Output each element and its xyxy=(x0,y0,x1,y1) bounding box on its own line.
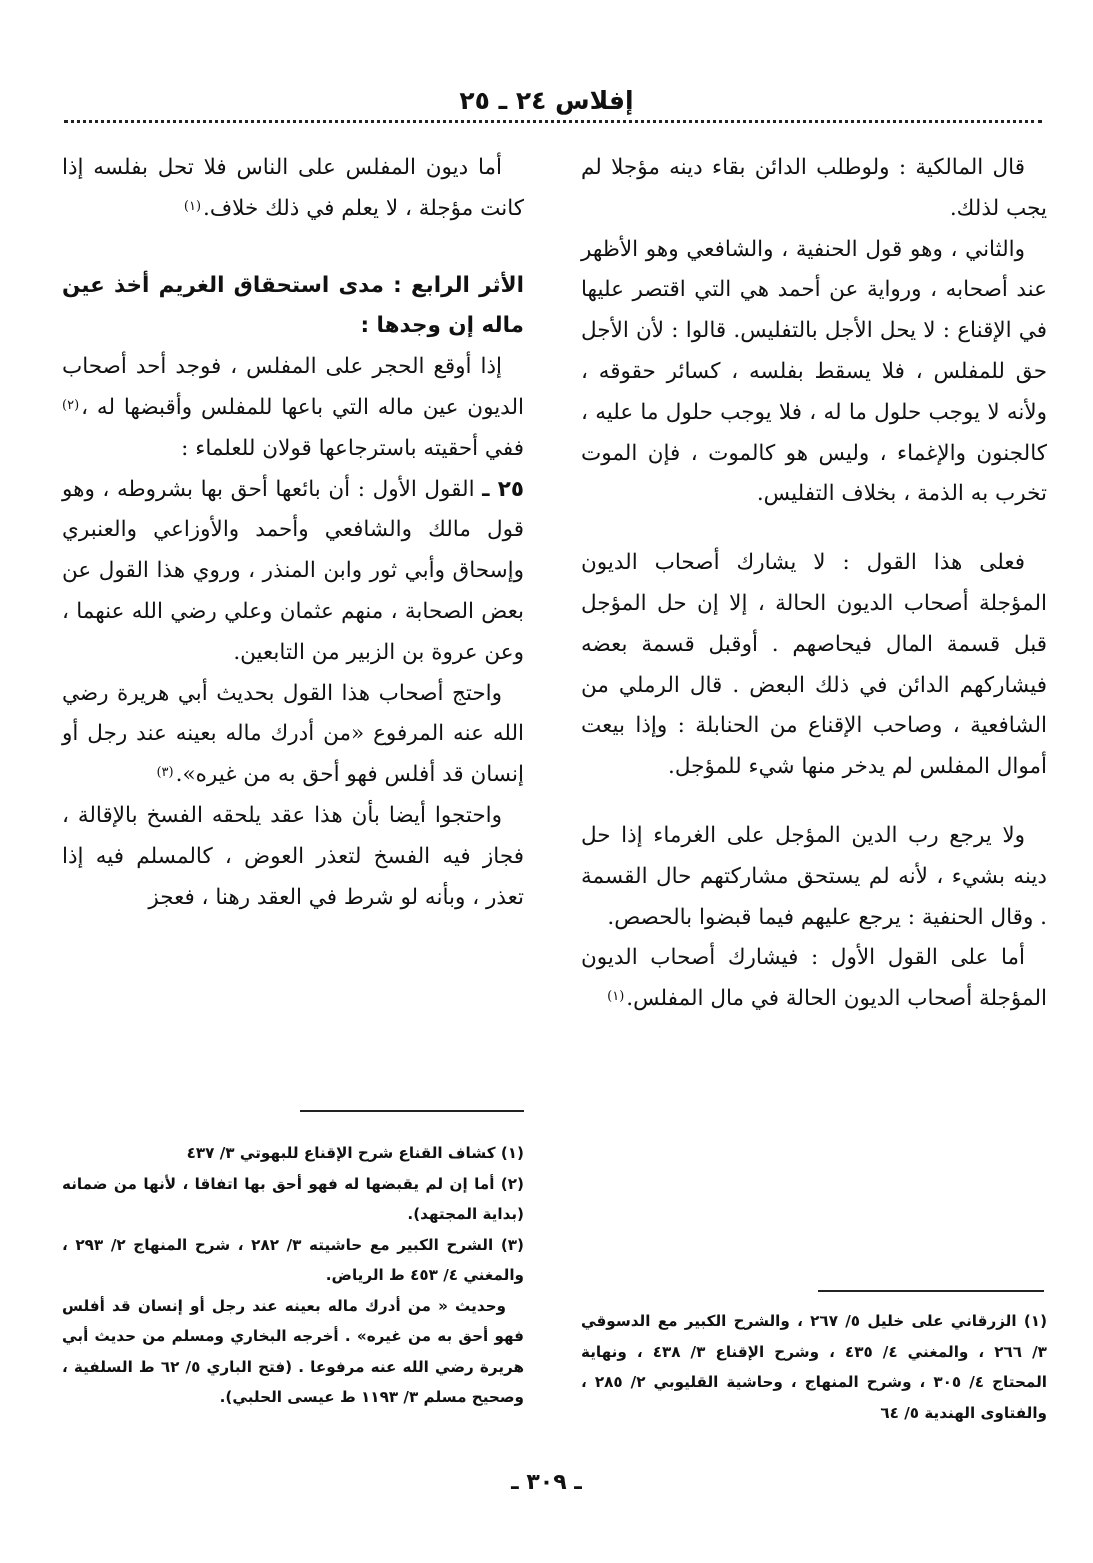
right-paragraph-5-text: أما على القول الأول : فيشارك أصحاب الديون المؤجلة أصحاب الديون الحالة في مال المفلس. xyxy=(581,945,1047,1012)
footnote-ref: (٢) xyxy=(62,397,80,413)
header-dotted-rule xyxy=(64,120,1042,123)
right-paragraph-1: قال المالكية : ولوطلب الدائن بقاء دينه مؤجلا لم يجب لذلك. xyxy=(581,155,1047,221)
section-heading: الأثر الرابع : مدى استحقاق الغريم أخذ عين ماله إن وجدها : xyxy=(62,272,524,339)
right-paragraph-5 xyxy=(581,938,1047,1020)
footnote-rule-left xyxy=(300,1110,524,1112)
left-paragraph-1 xyxy=(62,148,524,230)
left-paragraph-3-text: القول الأول : أن بائعها أحق بها بشروطه ، وهو قول مالك والشافعي وأحمد والأوزاعي والعنبري وإسحاق وأبي ثور وابن المنذر ، وروي هذا القول عن بعض الصحابة ، منهم عثمان وعلي رضي الله عنهما ، وعن عروة بن الزبير من التابعين. xyxy=(62,476,524,665)
footnote-ref: (١) xyxy=(183,198,202,214)
left-paragraph-1-text: أما ديون المفلس على الناس فلا تحل بفلسه إذا كانت مؤجلة ، لا يعلم في ذلك خلاف. xyxy=(62,155,524,221)
left-paragraph-5: واحتجوا أيضا بأن هذا عقد يلحقه الفسخ بالإقالة ، فجاز فيه الفسخ لتعذر العوض ، كالمسلم فيه إذا تعذر ، وبأنه لو شرط في العقد رهنا ، فعجز xyxy=(62,802,524,910)
right-column xyxy=(581,148,1047,1020)
right-paragraph-2: والثاني ، وهو قول الحنفية ، والشافعي وهو الأظهر عند أصحابه ، ورواية عن أحمد هي التي اقتصر عليها في الإقناع : لا يحل الأجل بالتفليس. قالوا : لأن الأجل حق للمفلس ، فلا يسقط بفلسه ، كسائر حقوقه ، ولأنه لا يوجب حلول ما له ، فلا يوجب حلول ما عليه ، كالجنون والإغماء ، وليس هو كالموت ، فإن الموت تخرب به الذمة ، بخلاف التفليس. xyxy=(581,236,1047,507)
footnote-left-2: (٢) أما إن لم يقبضها له فهو أحق بها اتفاقا ، لأنها من ضمانه (بداية المجتهد). xyxy=(62,1174,524,1223)
footnote-left-1: (١) كشاف القناع شرح الإقناع للبهوتي ٣/ ٤٣٧ xyxy=(186,1144,524,1162)
footnote-right-1: (١) الزرقاني على خليل ٥/ ٢٦٧ ، والشرح الكبير مع الدسوقي ٣/ ٢٦٦ ، والمغني ٤/ ٤٣٥ ، وشرح الإقناع ٣/ ٤٣٨ ، ونهاية المحتاج ٤/ ٣٠٥ ، وشرح المنهاج ، وحاشية القليوبي ٢/ ٢٨٥ ، والفتاوى الهندية ٥/ ٦٤ xyxy=(581,1312,1048,1422)
left-paragraph-2-text-b: ففي أحقيته باسترجاعها قولان للعلماء : xyxy=(181,435,524,461)
left-paragraph-2 xyxy=(62,347,524,469)
right-paragraph-4: ولا يرجع رب الدين المؤجل على الغرماء إذا حل دينه بشيء ، لأنه لم يستحق مشاركتهم حال القسمة . وقال الحنفية : يرجع عليهم فيما قبضوا بالحصص. xyxy=(581,822,1047,930)
footnote-rule-right xyxy=(818,1290,1044,1292)
running-head: إفلاس ٢٤ ـ ٢٥ xyxy=(459,86,634,115)
left-paragraph-4-text: واحتج أصحاب هذا القول بحديث أبي هريرة رضي الله عنه المرفوع «من أدرك ماله بعينه عند رجل أو إنسان قد أفلس فهو أحق به من غيره». xyxy=(62,680,524,788)
right-paragraph-3: فعلى هذا القول : لا يشارك أصحاب الديون المؤجلة أصحاب الديون الحالة ، إلا إن حل المؤجل قبل قسمة المال فيحاصهم . أوقبل قسمة بعضه فيشاركهم الدائن في ذلك البعض . قال الرملي من الشافعية ، وصاحب الإقناع من الحنابلة : وإذا بيعت أموال المفلس لم يدخر منها شيء للمؤجل. xyxy=(581,550,1047,780)
left-column xyxy=(62,148,524,918)
left-paragraph-2-text-a: إذا أوقع الحجر على المفلس ، فوجد أحد أصحاب الديون عين ماله التي باعها للمفلس وأقبضها له ، xyxy=(62,354,524,420)
footnotes-right xyxy=(581,1306,1047,1428)
footnote-left-3: (٣) الشرح الكبير مع حاشيته ٣/ ٢٨٢ ، شرح المنهاج ٢/ ٢٩٣ ، والمغني ٤/ ٤٥٣ ط الرياض. xyxy=(62,1235,524,1284)
footnote-ref: (١) xyxy=(607,989,625,1005)
footnote-left-3-continued: وحديث « من أدرك ماله بعينه عند رجل أو إنسان قد أفلس فهو أحق به من غيره» . أخرجه البخاري ومسلم من حديث أبي هريرة رضي الله عنه مرفوعا . (فتح الباري ٥/ ٦٢ ط السلفية ، وصحيح مسلم ٣/ ١١٩٣ ط عيسى الحلبي). xyxy=(62,1296,525,1406)
left-paragraph-4 xyxy=(62,674,524,796)
paragraph-number: ٢٥ ـ xyxy=(482,476,525,502)
footnotes-left xyxy=(62,1138,524,1413)
footnote-ref: (٣) xyxy=(156,765,174,781)
page-number: ـ ٣٠٩ ـ xyxy=(511,1470,582,1495)
left-paragraph-3 xyxy=(62,470,524,674)
